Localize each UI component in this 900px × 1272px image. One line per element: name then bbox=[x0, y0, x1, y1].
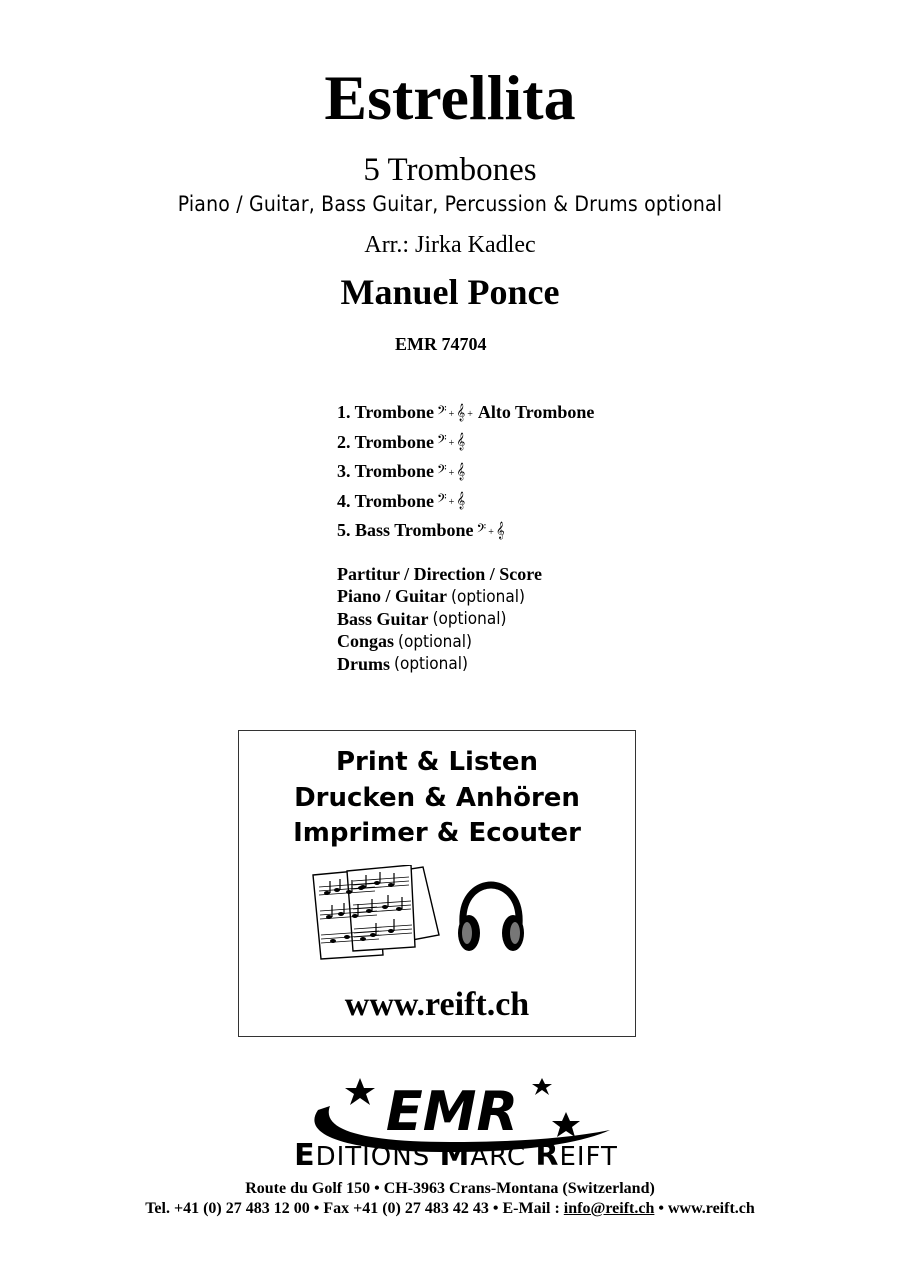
list-item bbox=[337, 586, 542, 609]
list-item bbox=[337, 398, 594, 428]
list-item bbox=[337, 653, 542, 676]
list-item bbox=[337, 608, 542, 631]
clef-icons: 𝄢 + 𝄞 bbox=[437, 493, 466, 510]
instrumentation-line: Piano / Guitar, Bass Guitar, Percussion & Drums optional bbox=[177, 192, 723, 216]
treble-clef-icon: 𝄞 bbox=[456, 463, 466, 480]
extra-name: Drums bbox=[337, 653, 390, 674]
print-listen-line: Print & Listen bbox=[335, 747, 539, 777]
list-item bbox=[337, 457, 594, 487]
extra-name: Congas bbox=[337, 631, 395, 652]
extra-note: (optional) bbox=[432, 609, 507, 630]
list-item bbox=[337, 516, 594, 546]
print-listen-line: Drucken & Anhören bbox=[294, 783, 580, 813]
publisher-name: EDITIONS MARC REIFT bbox=[294, 1138, 618, 1170]
extra-name: Piano / Guitar bbox=[337, 586, 448, 607]
bass-clef-icon: 𝄢 bbox=[437, 404, 447, 421]
list-item bbox=[337, 631, 542, 654]
treble-clef-icon: 𝄞 bbox=[456, 493, 466, 510]
headphones-icon bbox=[455, 881, 527, 957]
clef-icons: 𝄢 + 𝄞 bbox=[437, 463, 466, 480]
extra-name: Partitur / Direction / Score bbox=[337, 563, 542, 584]
part-label: 1. Trombone bbox=[337, 402, 435, 423]
emr-logo-icon bbox=[0, 1070, 900, 1170]
list-item bbox=[337, 428, 594, 458]
part-label: 3. Trombone bbox=[337, 461, 435, 482]
print-listen-box bbox=[238, 730, 636, 1037]
composer: Manuel Ponce bbox=[340, 272, 560, 312]
clef-icons: 𝄢 + 𝄞 + bbox=[437, 404, 473, 421]
part-label: 4. Trombone bbox=[337, 490, 435, 511]
part-label: 2. Trombone bbox=[337, 431, 435, 452]
bass-clef-icon: 𝄢 bbox=[437, 493, 447, 510]
logo-text: EMR bbox=[385, 1080, 519, 1143]
clef-icons: 𝄢 + 𝄞 bbox=[437, 434, 466, 451]
bass-clef-icon: 𝄢 bbox=[437, 434, 447, 451]
list-item bbox=[337, 563, 542, 586]
subtitle: 5 Trombones bbox=[363, 152, 537, 188]
treble-clef-icon: 𝄞 bbox=[456, 404, 466, 421]
list-item bbox=[337, 487, 594, 517]
title: Estrellita bbox=[324, 62, 576, 133]
extra-note: (optional) bbox=[394, 654, 468, 675]
treble-clef-icon: 𝄞 bbox=[456, 434, 466, 451]
publisher-logo bbox=[0, 1070, 900, 1170]
arranger: Arr.: Jirka Kadlec bbox=[364, 232, 536, 258]
sheet-music-icon bbox=[311, 865, 441, 961]
bass-clef-icon: 𝄢 bbox=[476, 522, 487, 539]
part-label: 5. Bass Trombone bbox=[337, 520, 474, 541]
parts-list bbox=[337, 398, 594, 546]
part-suffix: Alto Trombone bbox=[477, 402, 595, 423]
publisher-contact: Tel. +41 (0) 27 483 12 00 • Fax +41 (0) 27 483 42 43 • E-Mail : info@reift.ch • www.reift.ch bbox=[145, 1200, 755, 1217]
publisher-address: Route du Golf 150 • CH-3963 Crans-Montana (Switzerland) bbox=[245, 1180, 655, 1197]
treble-clef-icon: 𝄞 bbox=[495, 522, 505, 539]
extras-list bbox=[337, 563, 542, 676]
catalog-code: EMR 74704 bbox=[395, 334, 487, 354]
extra-note: (optional) bbox=[398, 631, 472, 652]
print-listen-line: Imprimer & Ecouter bbox=[293, 818, 581, 848]
email-link[interactable]: info@reift.ch bbox=[563, 1200, 655, 1217]
website-url[interactable]: www.reift.ch bbox=[344, 986, 530, 1023]
extra-note: (optional) bbox=[451, 586, 525, 607]
bass-clef-icon: 𝄢 bbox=[437, 463, 447, 480]
clef-icons: 𝄢 + 𝄞 bbox=[476, 522, 505, 539]
extra-name: Bass Guitar bbox=[337, 608, 429, 629]
